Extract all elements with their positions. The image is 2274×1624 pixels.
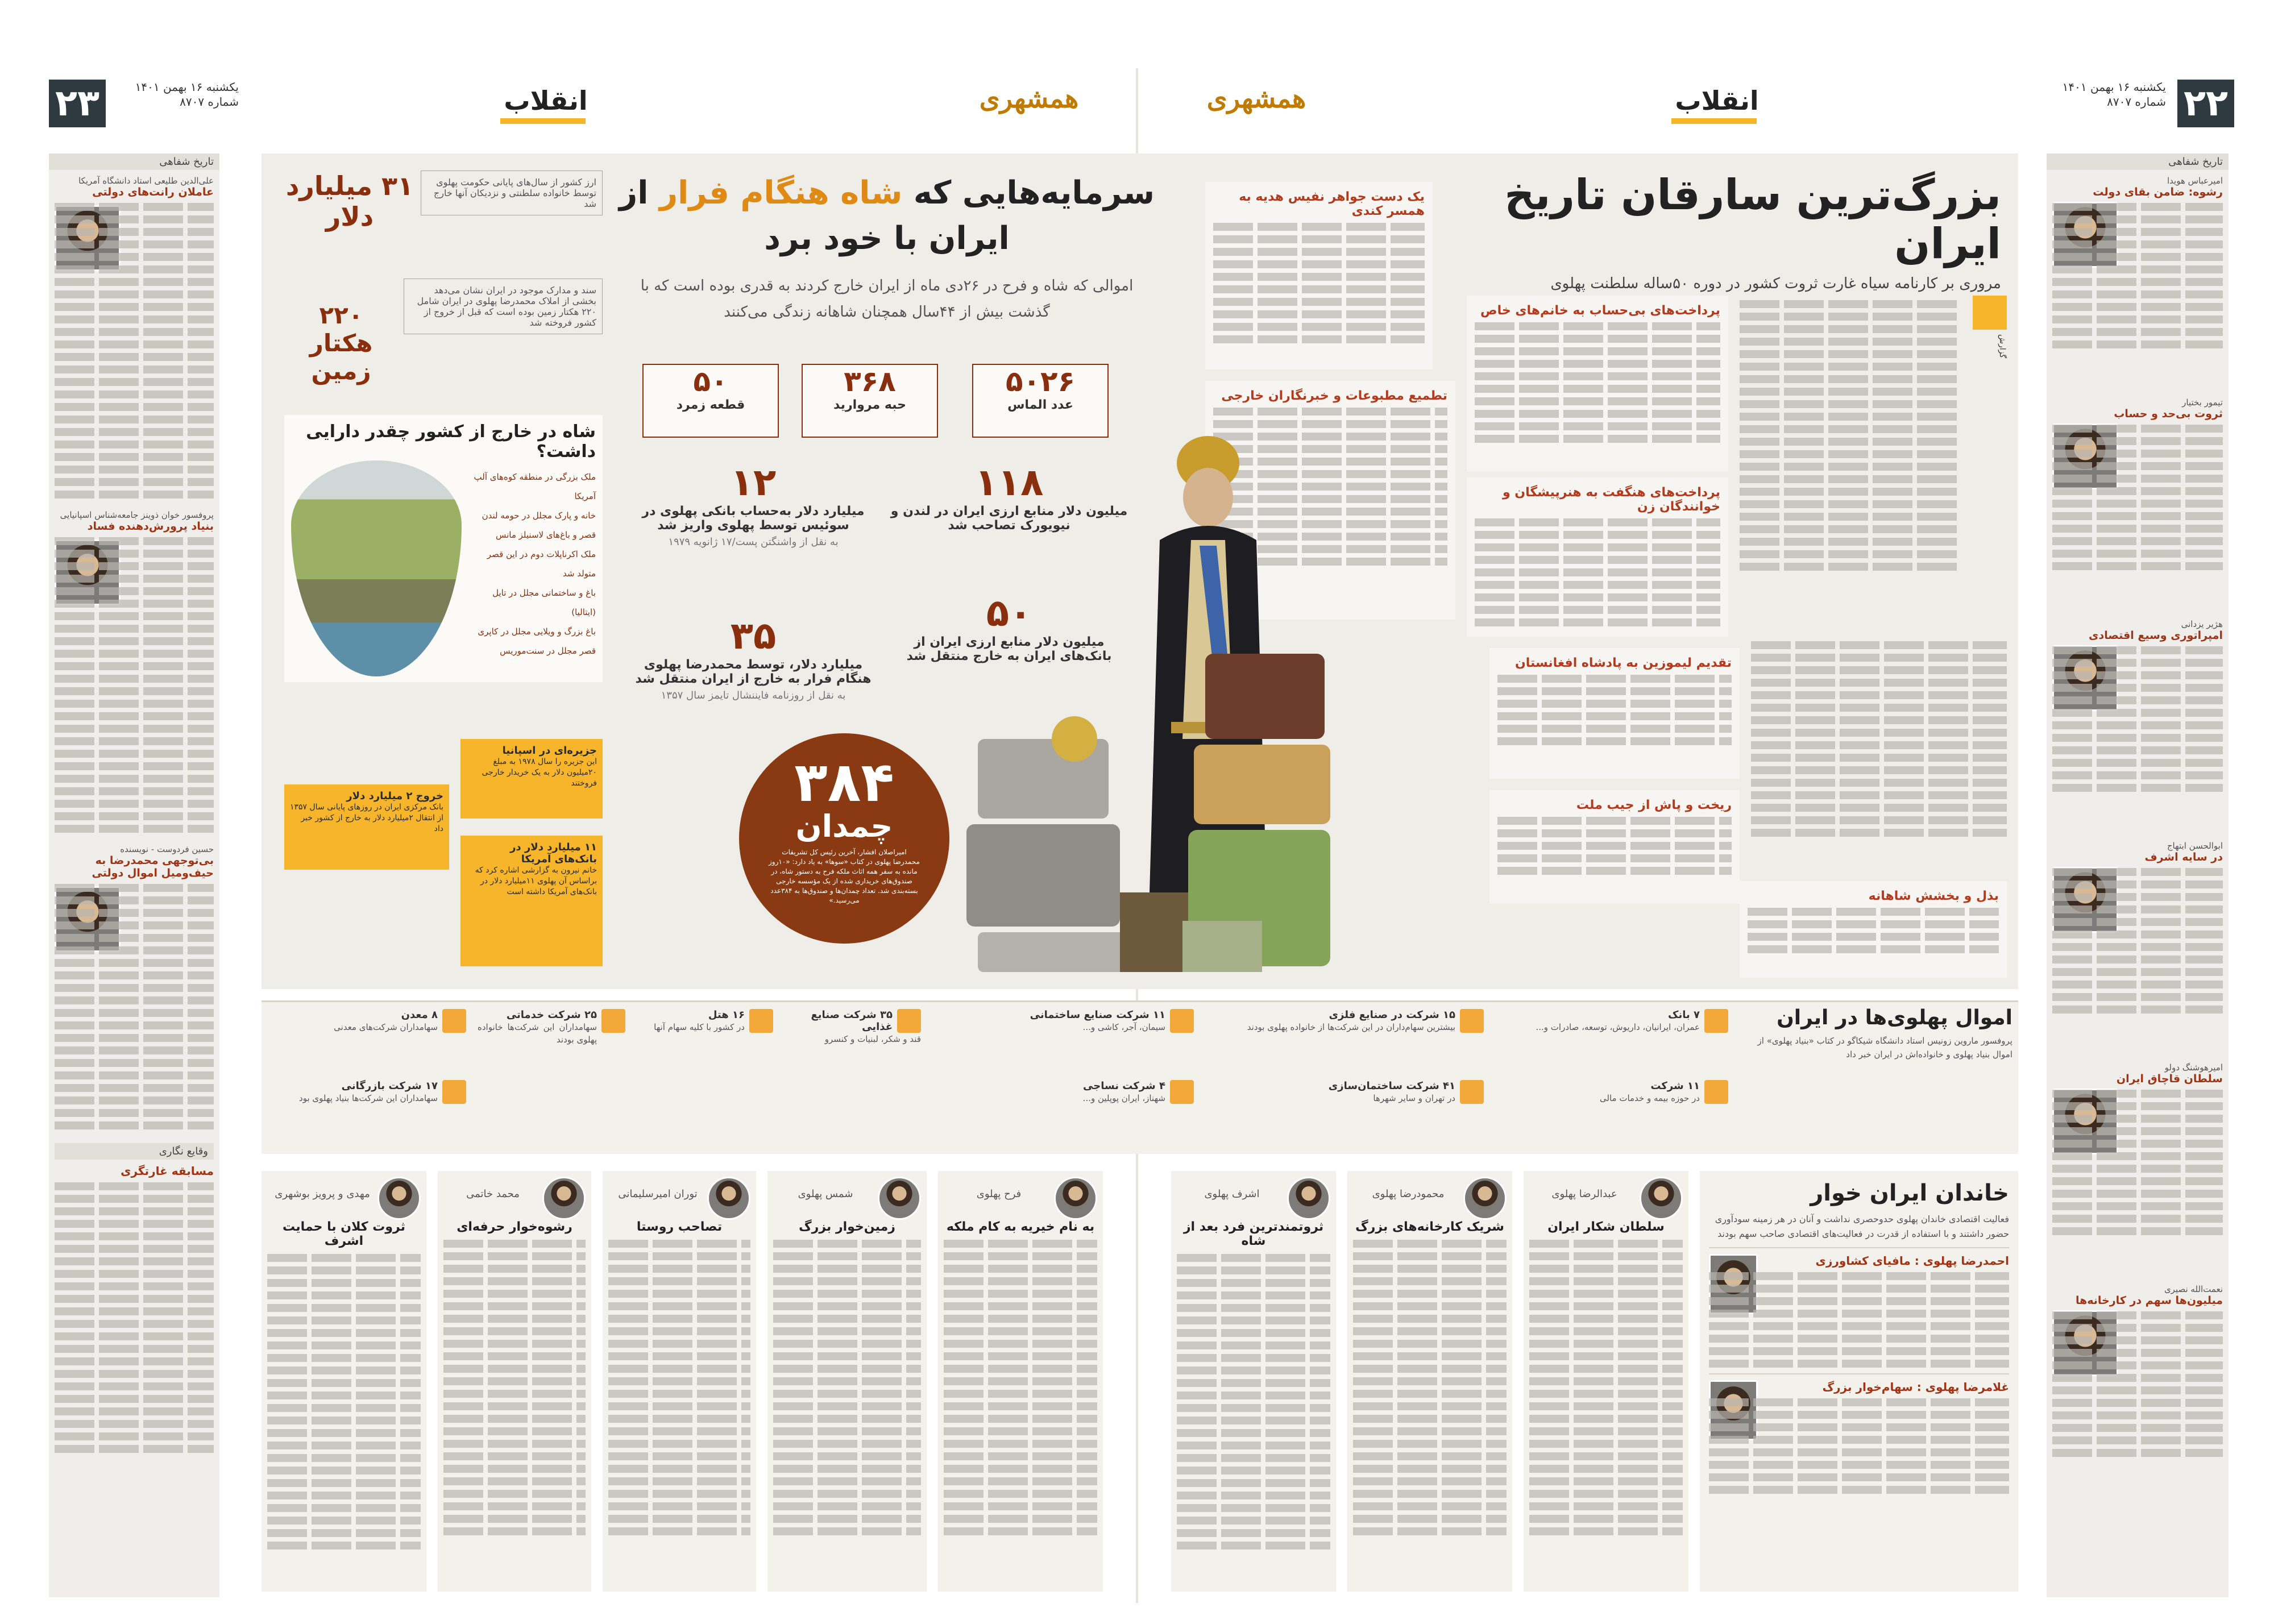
insurance-icon	[1704, 1080, 1728, 1104]
asset-bank-text: عمران، ایرانیان، داریوش، توسعه، صادرات و...	[1536, 1022, 1700, 1032]
land-block	[284, 279, 603, 404]
yellow-box-2bn	[284, 784, 449, 870]
family-side-1	[1709, 1247, 2009, 1368]
family-member-6-role: تصاحب روستا	[636, 1220, 723, 1234]
suitcase-quote: امیراصلان افشار، آخرین رئیس کل تشریفات محمدرضا پهلوی در کتاب «سوها» به یاد دارد: «۱۰روز مانده به سفر همه اثاث ملکه فرح به دستور شاه، در صندوق‌های خریداری شده از یک مؤسسه خارجی بسته‌بندی شد. تعداد چمدان‌ها و صندوق‌ها به ۳۸۴عدد می‌رسید.»	[769, 848, 920, 904]
abroad-item-1: ملک بزرگی در منطقه کوه‌های آلپ آمریکا	[474, 472, 596, 501]
box-limousine	[1489, 648, 1740, 779]
asset-building-materials	[932, 1009, 1194, 1071]
family-member-7-role: رشوه‌خوار حرفه‌ای	[457, 1220, 572, 1234]
left-person-3-name: حسین فردوست - نویسنده	[120, 844, 214, 854]
right-person-2-role: ثروت بی‌حد و حساب	[2114, 408, 2223, 420]
asset-metal-title: ۱۵ شرکت در صنایع فلزی	[1329, 1009, 1455, 1021]
report-tag: گزارش	[1998, 334, 2007, 359]
left-sidebar-body	[49, 170, 219, 1463]
family-side-1-heading: احمدرضا پهلوی : مافیای کشاورزی	[1815, 1254, 2009, 1268]
right-person-2-name: تیمور بختیار	[2182, 397, 2223, 408]
crane-icon	[1460, 1080, 1484, 1104]
right-person-6-role: میلیون‌ها سهم در کارخانه‌ها	[2075, 1294, 2223, 1307]
truck-icon	[1170, 1009, 1194, 1033]
yellow-box-11bn-text: خانم نیرون به گزارشی اشاره کرد که براساس آن پهلوی ۱۱میلیارد دلار در بانک‌های آمریکا داشته است	[475, 866, 597, 896]
family-member-6	[603, 1171, 756, 1592]
asset-textile	[932, 1080, 1194, 1143]
right-person-6-name: نعمت‌الله نصیری	[2164, 1284, 2223, 1294]
report-tag-box	[1973, 296, 2007, 359]
bank-icon	[1704, 1009, 1728, 1033]
family-side-1-role: مافیای کشاورزی	[1815, 1254, 1911, 1268]
asset-construction	[1211, 1080, 1484, 1143]
land-title: ۲۲۰ هکتار زمین	[309, 301, 373, 385]
yellow-box-2bn-title: خروج ۲ میلیارد دلار	[346, 790, 443, 802]
asset-services	[478, 1009, 625, 1140]
mid-stat-12-value: ۱۲	[730, 460, 777, 504]
yellow-box-spain	[460, 739, 603, 819]
right-person-5	[2052, 1062, 2223, 1284]
left-date-block	[114, 80, 239, 109]
left-footer-head: وقایع نگاری	[55, 1143, 214, 1160]
mid-stat-12-source: به نقل از واشنگتن پست/۱۷ ژانویه ۱۹۷۹	[668, 536, 839, 548]
left-page-number: ۲۳	[49, 80, 106, 127]
family-member-2-name: محمودرضا پهلوی	[1372, 1188, 1445, 1200]
right-person-1-role: رشوه: ضامن بقای دولت	[2093, 186, 2223, 198]
family-member-1	[1524, 1171, 1688, 1592]
right-person-2	[2052, 397, 2223, 619]
box-kennedy-title: یک دست جواهر نفیس هدیه به همسر کندی	[1239, 190, 1425, 218]
asset-hotels-title: ۱۶ هتل	[708, 1009, 745, 1021]
main-right-headline: بزرگ‌ترین سارقان تاریخ ایران	[1504, 171, 2001, 268]
left-person-2-name: پروفسور خوان ذوینز جامعه‌شناس اسپانیایی	[60, 510, 214, 520]
asset-insurance-title: ۱۱ شرکت	[1650, 1080, 1700, 1092]
family-member-5-role: زمین‌خوار بزرگ	[799, 1220, 895, 1234]
family-member-2-role: شریک کارخانه‌های بزرگ	[1355, 1220, 1504, 1234]
family-member-5-photo	[878, 1177, 921, 1220]
family-member-8-photo	[377, 1177, 421, 1220]
stat-diamonds-label: عدد الماس	[1007, 398, 1073, 412]
family-member-3	[1171, 1171, 1336, 1592]
textile-icon	[1170, 1080, 1194, 1104]
main-left-intro: اموالی که شاه و فرح در ۲۶دی ماه از ایران خارج کردند به قدری بوده است که با گذشت بیش از ۴۴سال همچنان شاهانه زندگی می‌کنند	[640, 277, 1134, 321]
box-journalists-title: تطمیع مطبوعات و خبرنگاران خارجی	[1221, 389, 1447, 403]
family-side-1-name: احمدرضا پهلوی	[1923, 1254, 2009, 1268]
left-person-1-role: عاملان رانت‌های دولتی	[92, 186, 214, 198]
family-member-4-photo	[1054, 1177, 1097, 1220]
cash-title: ۳۱ میلیارد دلار	[285, 171, 414, 232]
right-section-title: انقلاب	[1675, 85, 1759, 116]
abroad-item-5: باغ و ساختمانی مجلل در تایل (ایتالیا)	[492, 588, 596, 617]
right-sidebar	[2047, 153, 2229, 1597]
right-page-number: ۲۲	[2177, 80, 2234, 127]
family-member-3-name: اشرف پهلوی	[1204, 1188, 1260, 1200]
left-logo: همشهری	[979, 83, 1079, 114]
box-actresses-title: پرداخت‌های هنگفت به هنرپیشگان و خوانندگان زن	[1502, 485, 1720, 514]
asset-trade-text: سهامداران این شرکت‌ها بنیاد پهلوی بود	[299, 1093, 438, 1103]
right-person-4-name: ابوالحسن ابتهاج	[2167, 841, 2223, 851]
stat-emeralds-value: ۵۰	[693, 365, 728, 398]
asset-metal-text: بیشترین سهام‌داران در این شرکت‌ها از خانواده پهلوی بودند	[1247, 1022, 1455, 1032]
abroad-item-2: خانه و پارک مجلل در حومه لندن	[482, 510, 596, 521]
mid-stat-50-value: ۵۰	[986, 591, 1032, 635]
cash-text: ارز کشور از سال‌های پایانی حکومت پهلوی توسط خانواده سلطنتی و نزدیکان آنها خارج شد	[421, 171, 603, 215]
mid-stat-12	[631, 460, 875, 608]
asset-insurance	[1501, 1080, 1728, 1143]
left-issue: شماره ۸۷۰۷	[180, 95, 239, 109]
right-person-1-name: امیرعباس هویدا	[2167, 176, 2223, 186]
estate-photo	[291, 460, 462, 676]
right-person-5-role: سلطان قاچاق ایران	[2116, 1073, 2223, 1085]
asset-mines	[273, 1009, 466, 1071]
family-member-3-photo	[1287, 1177, 1330, 1220]
yellow-box-11bn	[460, 836, 603, 966]
asset-hotels-text: در کشور با کلیه سهام آنها	[654, 1022, 745, 1032]
family-member-7-photo	[542, 1177, 586, 1220]
left-sidebar	[49, 153, 219, 1597]
mid-stat-12-text: میلیارد دلار به‌حساب بانکی پهلوی در سوئیس توسط پهلوی واریز شد	[642, 504, 865, 533]
right-sidebar-body	[2047, 170, 2229, 1517]
asset-building-materials-title: ۱۱ شرکت صنایع ساختمانی	[1030, 1009, 1165, 1021]
box-special-women-title: پرداخت‌های بی‌حساب به خانم‌های خاص	[1480, 304, 1720, 318]
stat-pearls	[802, 364, 938, 438]
family-member-4-name: فرح پهلوی	[976, 1188, 1022, 1200]
left-footer-title: مسابقه غارتگری	[121, 1164, 214, 1178]
mid-stat-50-text: میلیون دلار منابع ارزی ایران از بانک‌های ایران به خارج منتقل شد	[906, 635, 1112, 663]
asset-metal	[1211, 1009, 1484, 1071]
right-person-4-role: در سایه اشرف	[2144, 851, 2223, 863]
family-intro-block	[1700, 1171, 2018, 1592]
asset-construction-title: ۴۱ شرکت ساختمان‌سازی	[1328, 1080, 1455, 1092]
left-section-title: انقلاب	[504, 85, 588, 116]
family-side-1-photo	[1709, 1254, 1758, 1314]
asset-bank-title: ۷ بانک	[1668, 1009, 1700, 1021]
asset-insurance-text: در حوزه بیمه و خدمات مالی	[1599, 1093, 1700, 1103]
family-member-1-name: عبدالرضا پهلوی	[1551, 1188, 1617, 1200]
abroad-list	[473, 467, 596, 661]
stat-pearls-value: ۳۶۸	[844, 365, 896, 398]
family-member-6-photo	[707, 1177, 750, 1220]
mid-stat-35-text: میلیارد دلار، توسط محمدرضا پهلوی هنگام فرار به خارج از ایران منتقل شد	[635, 658, 872, 686]
right-person-5-name: امیرهوشنگ دولو	[2164, 1062, 2223, 1073]
box-actresses	[1467, 477, 1728, 637]
abroad-title: شاه در خارج از کشور چقدر دارایی داشت؟	[306, 422, 596, 462]
box-generosity-title: بذل و بخشش شاهانه	[1868, 889, 1999, 903]
right-person-3-name: هژیر یزدانی	[2181, 619, 2223, 629]
asset-construction-text: در تهران و سایر شهرها	[1373, 1093, 1455, 1103]
asset-textile-title: ۴ شرکت نساجی	[1083, 1080, 1165, 1092]
right-date-block	[2041, 80, 2166, 109]
main-right-subheadline: مروری بر کارنامه سیاه غارت ثروت کشور در دوره ۵۰ساله سلطنت پهلوی	[1550, 275, 2001, 292]
assets-title-block	[1740, 1006, 2012, 1148]
asset-services-title: ۲۵ شرکت خدماتی	[506, 1009, 597, 1021]
report-column-2	[1751, 637, 2007, 875]
family-member-7	[438, 1171, 591, 1592]
family-member-6-name: توران امیرسلیمانی	[618, 1188, 698, 1200]
stat-pearls-label: حبه مروارید	[833, 398, 906, 412]
abroad-item-7: قصر مجلل در سنت‌موریس	[500, 646, 596, 656]
family-member-8-role: ثروت کلان با حمایت اشرف	[283, 1220, 405, 1248]
family-member-4	[938, 1171, 1103, 1592]
family-member-5-name: شمس پهلوی	[798, 1188, 853, 1200]
right-issue: شماره ۸۷۰۷	[2107, 95, 2166, 109]
asset-mines-title: ۸ معدن	[401, 1009, 438, 1021]
main-left-title-block	[603, 171, 1171, 273]
right-person-1	[2052, 176, 2223, 397]
asset-services-text: سهامداران این شرکت‌ها خانواده پهلوی بودند	[478, 1022, 597, 1045]
land-text: سند و مدارک موجود در ایران نشان می‌دهد بخشی از املاک محمدرضا پهلوی در ایران شامل ۲۲۰ هکتار زمین بوده است که قبل از خروج از کشور فروخته شد	[404, 279, 603, 334]
left-person-2-role: بنیاد پرورش‌دهنده فساد	[87, 520, 214, 533]
mid-stat-118-value: ۱۱۸	[974, 460, 1044, 504]
family-title: خاندان ایران خوار	[1810, 1180, 2009, 1206]
assets-intro: پروفسور ماروین زونیس استاد دانشگاه شیکاگو در کتاب «بنیاد پهلوی» از اموال بنیاد پهلوی و خانواده‌اش در ایران خبر داد	[1757, 1036, 2012, 1060]
hotel-icon	[749, 1009, 773, 1033]
gear-icon	[897, 1009, 921, 1033]
left-date: یکشنبه ۱۶ بهمن ۱۴۰۱	[135, 80, 239, 94]
abroad-assets	[284, 415, 603, 682]
mid-stat-118	[887, 460, 1131, 591]
family-member-8	[262, 1171, 426, 1592]
box-generosity	[1740, 881, 2007, 978]
left-person-1-name: علی‌الدین طلیعی استاد دانشگاه آمریکا	[78, 176, 214, 186]
family-member-3-role: ثروتمندترین فرد بعد از شاه	[1183, 1220, 1324, 1248]
asset-trade-title: ۱۷ شرکت بازرگانی	[341, 1080, 438, 1092]
stat-diamonds	[972, 364, 1109, 438]
family-side-2-photo	[1709, 1380, 1758, 1440]
stat-emeralds-label: قطعه زمرد	[676, 398, 745, 412]
asset-food	[785, 1009, 921, 1140]
family-side-2-name: غلامرضا پهلوی	[1925, 1380, 2009, 1394]
yellow-box-spain-text: این جزیره را سال ۱۹۷۸ به مبلغ ۲۰میلیون دلار به یک خریدار خارجی فروختند	[482, 757, 597, 788]
services-icon	[601, 1009, 625, 1033]
box-special-women	[1467, 296, 1728, 472]
asset-bank	[1501, 1009, 1728, 1071]
suitcase-word: چمدان	[795, 808, 893, 844]
right-sidebar-head: تاریخ شفاهی	[2047, 153, 2229, 170]
left-person-3-role: بی‌توجهی محمدرضا به حیف‌ومیل اموال دولتی	[92, 854, 214, 879]
family-member-4-role: به نام خیریه به کام ملکه	[946, 1220, 1095, 1234]
box-extravagance-title: ریخت و پاش از جیب ملت	[1576, 798, 1732, 812]
mid-stat-50	[887, 591, 1131, 705]
suitcase-count-badge	[739, 733, 949, 944]
abroad-item-3: قصر و باغ‌های لاسنیلز مانس	[495, 530, 596, 540]
right-date: یکشنبه ۱۶ بهمن ۱۴۰۱	[2062, 80, 2166, 94]
assets-title: اموال پهلوی‌ها در ایران	[1777, 1006, 2012, 1029]
asset-building-materials-text: سیمان، آجر، کاشی و...	[1082, 1022, 1165, 1032]
family-side-2	[1709, 1373, 2009, 1494]
box-extravagance	[1489, 790, 1740, 904]
mid-stat-35-source: به نقل از روزنامه فایننشال تایمز سال ۱۳۵۷	[661, 690, 846, 701]
asset-food-title: ۳۵ شرکت صنایع غذایی	[811, 1009, 893, 1033]
right-person-3	[2052, 619, 2223, 841]
asset-textile-text: شهناز، ایران پوپلین و...	[1082, 1093, 1165, 1103]
yellow-box-11bn-title: ۱۱ میلیارد دلار در بانک‌های آمریکا	[510, 841, 597, 865]
family-member-7-name: محمد خاتمی	[466, 1188, 520, 1200]
right-person-4	[2052, 841, 2223, 1062]
mid-stat-35-value: ۳۵	[730, 614, 777, 658]
right-person-6	[2052, 1284, 2223, 1511]
abroad-item-4: ملک اکرناپلات دوم در این قصر متولد شد	[487, 549, 596, 579]
family-member-2-photo	[1463, 1177, 1507, 1220]
building-icon	[442, 1080, 466, 1104]
cash-block	[284, 171, 603, 261]
factory-icon	[1460, 1009, 1484, 1033]
family-member-2	[1347, 1171, 1512, 1592]
stat-emeralds	[642, 364, 779, 438]
suitcase-count: ۳۸۴	[794, 750, 894, 814]
right-logo: همشهری	[1206, 83, 1306, 114]
abroad-item-6: باغ بزرگ و ویلایی مجلل در کاپری	[478, 626, 596, 637]
mid-stat-118-text: میلیون دلار منابع ارزی ایران در لندن و نیویورک تصاحب شد	[890, 504, 1128, 533]
family-member-8-name: مهدی و پرویز بوشهری	[275, 1188, 370, 1200]
family-intro: فعالیت اقتصادی خاندان پهلوی حدوحصری نداشت و آنان در هر زمینه سودآوری حضور داشتند و با استفاده از قدرت در فعالیت‌های اقتصادی صاحب سهم بودند	[1715, 1214, 2009, 1239]
left-section-bar	[500, 118, 586, 124]
family-side-2-heading: غلامرضا پهلوی : سهام‌خوار بزرگ	[1822, 1380, 2009, 1394]
asset-mines-text: سهامداران شرکت‌های معدنی	[334, 1022, 438, 1032]
report-column	[1740, 296, 2007, 625]
main-right-title-block	[1433, 171, 2001, 292]
family-member-1-role: سلطان شکار ایران	[1547, 1220, 1665, 1234]
yellow-box-spain-title: جزیره‌ای در اسپانیا	[502, 745, 597, 757]
family-member-1-photo	[1640, 1177, 1683, 1220]
family-side-2-role: سهام‌خوار بزرگ	[1822, 1380, 1913, 1394]
left-sidebar-head: تاریخ شفاهی	[49, 153, 219, 170]
yellow-box-2bn-text: بانک مرکزی ایران در روزهای پایانی سال ۱۳۵۷ از انتقال ۲میلیارد دلار به خارج از کشور خبر داد	[289, 803, 443, 833]
asset-hotels	[637, 1009, 773, 1140]
asset-food-text: قند و شکر، لبنیات و کنسرو	[824, 1034, 921, 1044]
box-limousine-title: تقدیم لیموزین به پادشاه افغانستان	[1514, 656, 1732, 670]
stat-diamonds-value: ۵۰۲۶	[1005, 365, 1076, 398]
right-section-bar	[1671, 118, 1757, 124]
right-person-3-role: امپراتوری وسیع اقتصادی	[2089, 629, 2223, 642]
main-left-headline: سرمایه‌هایی که شاه هنگام فرار از ایران با خود برد	[619, 175, 1155, 257]
box-kennedy	[1205, 182, 1433, 369]
family-member-5	[767, 1171, 927, 1592]
asset-trade	[273, 1080, 466, 1143]
headline-highlight: شاه هنگام فرار	[659, 175, 903, 211]
mine-icon	[442, 1009, 466, 1033]
